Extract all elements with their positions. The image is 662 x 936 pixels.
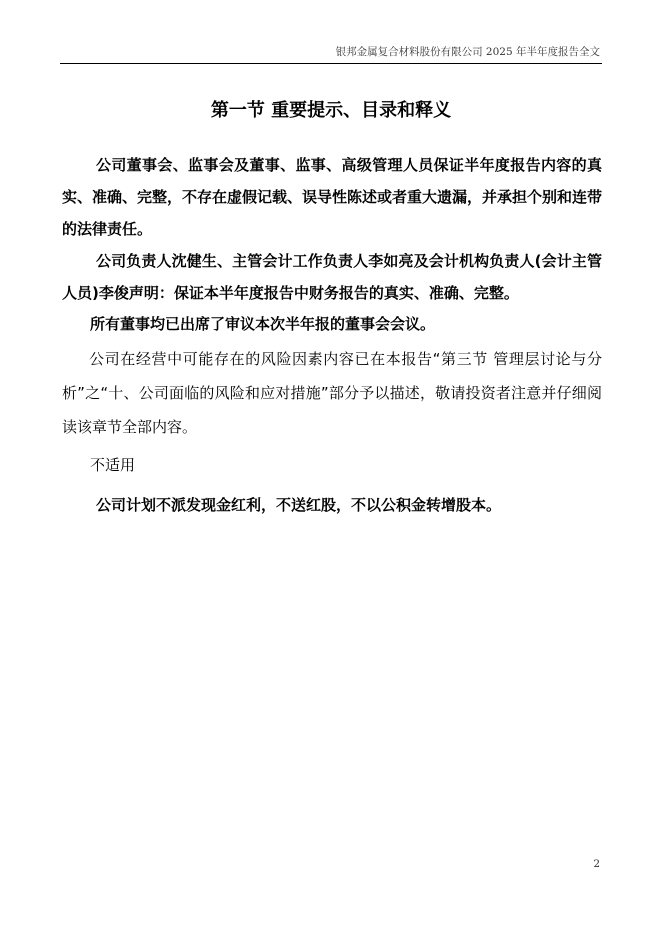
header-rule bbox=[60, 63, 602, 64]
paragraph-risk-factors: 公司在经营中可能存在的风险因素内容已在本报告“第三节 管理层讨论与分析”之“十、公司面临的风险和应对措施”部分予以描述，敬请投资者注意并仔细阅读该章节全部内容。 bbox=[62, 350, 602, 436]
paragraph-dividend-plan: 公司计划不派发现金红利，不送红股，不以公积金转增股本。 bbox=[96, 496, 502, 514]
paragraph-directors-attendance: 所有董事均已出席了审议本次半年报的董事会会议。 bbox=[90, 315, 436, 333]
paragraph-not-applicable: 不适用 bbox=[90, 456, 136, 474]
paragraph-board-guarantee: 公司董事会、监事会及董事、监事、高级管理人员保证半年度报告内容的真实、准确、完整，不存在虚假记载、误导性陈述或者重大遗漏，并承担个别和连带的法律责任。 bbox=[62, 156, 603, 238]
page-number: 2 bbox=[593, 858, 600, 870]
paragraph-responsible-persons: 公司负责人沈健生、主管会计工作负责人李如亮及会计机构负责人(会计主管人员)李俊声明：保证本半年度报告中财务报告的真实、准确、完整。 bbox=[62, 252, 602, 302]
section-title: 第一节 重要提示、目录和释义 bbox=[210, 100, 452, 121]
header-running-title: 银邦金属复合材料股份有限公司 2025 年半年度报告全文 bbox=[335, 46, 600, 58]
